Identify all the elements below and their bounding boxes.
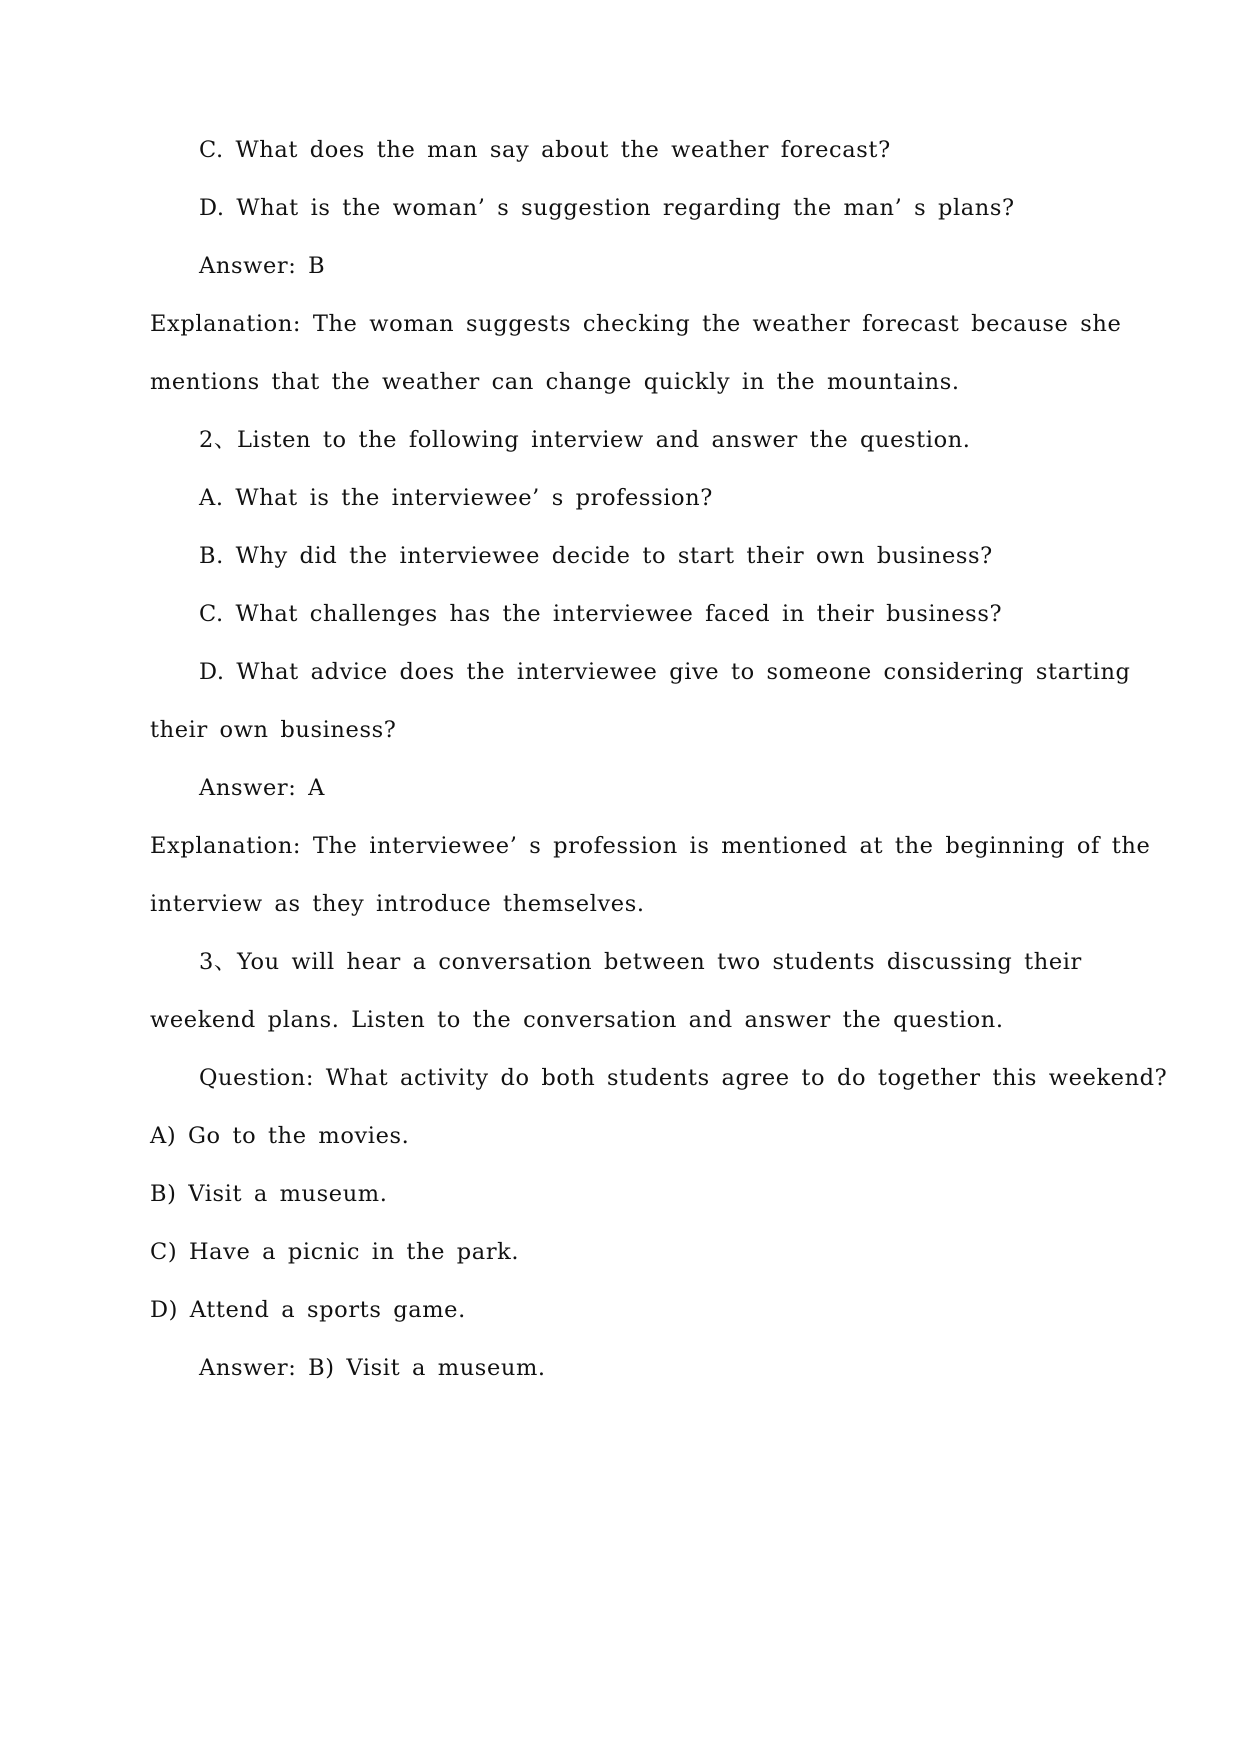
q1-answer: Answer: B: [199, 253, 326, 279]
q2-option-b: B. Why did the interviewee decide to start their own business?: [199, 543, 993, 569]
q3-question: Question: What activity do both students agree to do together this weekend?: [199, 1065, 1168, 1091]
q2-answer: Answer: A: [199, 775, 325, 801]
q3-prompt-line2: weekend plans. Listen to the conversation and answer the question.: [150, 1007, 1004, 1033]
q2-explanation-line1: Explanation: The interviewee’ s profession is mentioned at the beginning of the: [150, 833, 1151, 859]
q2-option-a: A. What is the interviewee’ s profession?: [199, 485, 713, 511]
q2-prompt: 2、Listen to the following interview and answer the question.: [199, 427, 971, 453]
q3-prompt-line1: 3、You will hear a conversation between two students discussing their: [199, 949, 1082, 975]
q3-option-c: C) Have a picnic in the park.: [150, 1239, 520, 1265]
q1-explanation-line2: mentions that the weather can change quickly in the mountains.: [150, 369, 960, 395]
q2-explanation-line2: interview as they introduce themselves.: [150, 891, 645, 917]
q3-option-b: B) Visit a museum.: [150, 1181, 388, 1207]
q3-option-a: A) Go to the movies.: [150, 1123, 410, 1149]
q1-option-d: D. What is the woman’ s suggestion regarding the man’ s plans?: [199, 195, 1015, 221]
q3-option-d: D) Attend a sports game.: [150, 1297, 466, 1323]
q1-explanation-line1: Explanation: The woman suggests checking the weather forecast because she: [150, 311, 1122, 337]
q1-option-c: C. What does the man say about the weather forecast?: [199, 137, 891, 163]
q2-option-d-line2: their own business?: [150, 717, 397, 743]
q2-option-d-line1: D. What advice does the interviewee give to someone considering starting: [199, 659, 1131, 685]
q2-option-c: C. What challenges has the interviewee faced in their business?: [199, 601, 1003, 627]
q3-answer: Answer: B) Visit a museum.: [199, 1355, 546, 1381]
